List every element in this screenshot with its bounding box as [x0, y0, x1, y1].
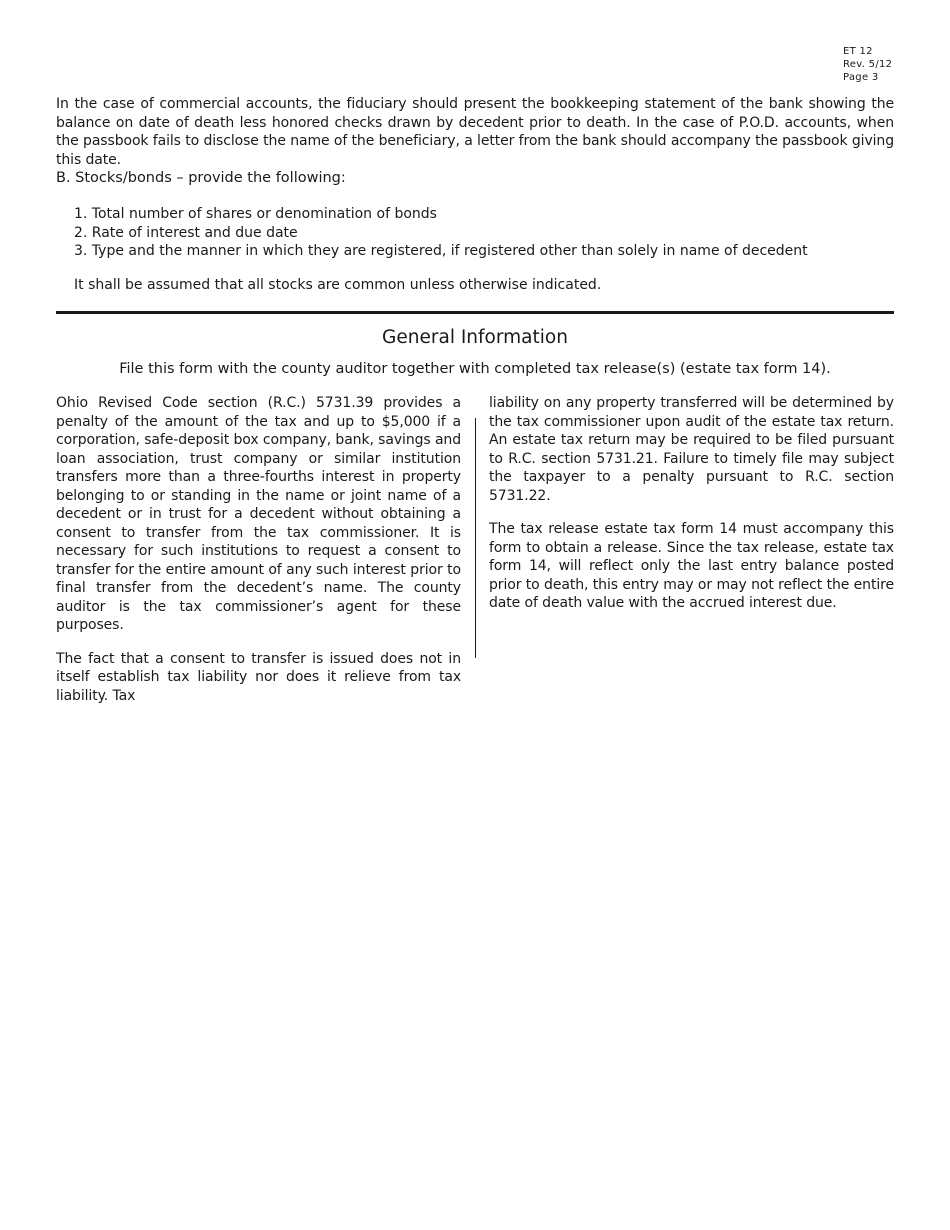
left-column	[56, 394, 461, 720]
section-title: General Information	[382, 327, 568, 348]
paragraph: liability on any property transferred will be determined by the tax commissioner upon audit of the estate tax return. An estate tax return may be required to be filed pursuant to R.C. section 5731.21. Failure to timely file may subject the taxpayer to a penalty pursuant to R.C. section 5731.22.	[489, 395, 894, 504]
right-column	[489, 394, 894, 628]
paragraph: The fact that a consent to transfer is issued does not in itself establish tax liability nor does it relieve from tax liability. Tax	[56, 650, 461, 704]
section-divider	[56, 311, 894, 314]
column-divider	[475, 418, 476, 658]
stocks-list	[74, 205, 808, 261]
intro-paragraph: In the case of commercial accounts, the fiduciary should present the bookkeeping statement of the bank showing the balance on date of death less honored checks drawn by decedent prior to death. In the case of P.O.D. accounts, when the passbook fails to disclose the name of the beneficiary, a letter from the bank should accompany the passbook giving this date.	[56, 96, 894, 168]
section-subtitle: File this form with the county auditor together with completed tax release(s) (estate tax form 14).	[119, 361, 831, 377]
list-item: 1. Total number of shares or denomination of bonds	[74, 206, 437, 222]
form-revision: Rev. 5/12	[843, 59, 893, 70]
form-identifier	[843, 45, 892, 84]
stocks-heading: B. Stocks/bonds – provide the following:	[56, 170, 346, 186]
paragraph: The tax release estate tax form 14 must accompany this form to obtain a release. Since the tax release, estate tax form 14, will reflect only the last entry balance posted prior to death, this entry may or may not reflect the entire date of death value with the accrued interest due.	[489, 521, 894, 611]
list-item: 2. Rate of interest and due date	[74, 224, 298, 241]
list-item: 3. Type and the manner in which they are registered, if registered other than solely in name of decedent	[74, 243, 808, 259]
page-number: Page 3	[843, 72, 879, 83]
form-code: ET 12	[843, 46, 873, 57]
stocks-note: It shall be assumed that all stocks are common unless otherwise indicated.	[74, 277, 602, 293]
paragraph: Ohio Revised Code section (R.C.) 5731.39 provides a penalty of the amount of the tax and up to $5,000 if a corporation, safe-deposit box company, bank, savings and loan association, trust company or similar institution transfers more than a three-fourths interest in property belonging to or standing in the name or joint name of a decedent or in trust for a decedent without obtaining a consent to transfer from the tax commissioner. It is necessary for such institutions to request a consent to transfer for the entire amount of any such interest prior to final transfer from the decedent’s name. The county auditor is the tax commissioner’s agent for these purposes.	[56, 395, 461, 633]
